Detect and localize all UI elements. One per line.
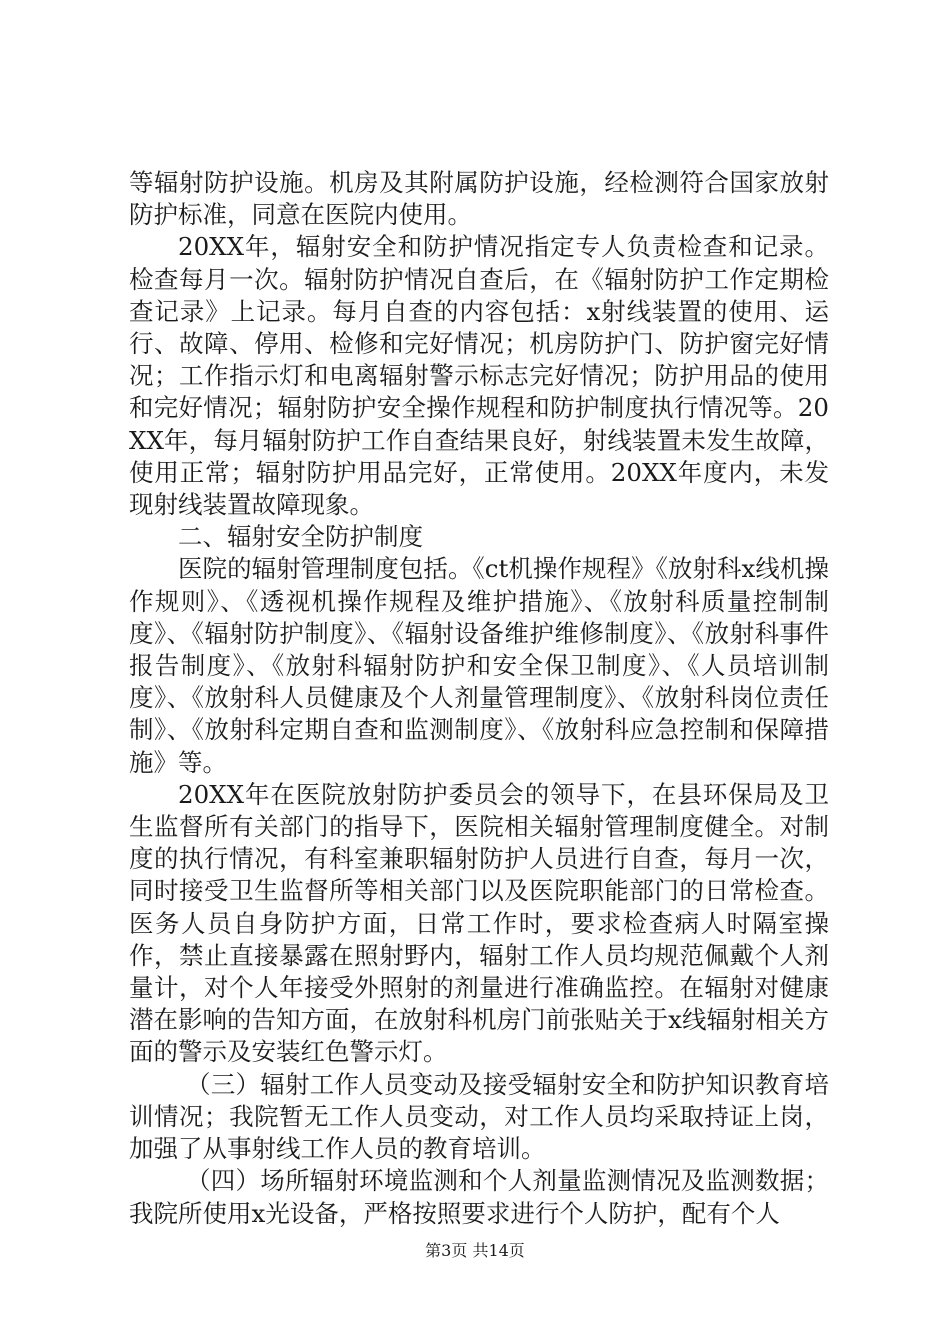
paragraph-facility-approval: 等辐射防护设施。机房及其附属防护设施，经检测符合国家放射防护标准，同意在医院内使用。 xyxy=(129,168,829,230)
paragraph-rules-execution: 20XX年在医院放射防护委员会的领导下，在县环保局及卫生监督所有关部门的指导下，医院相关辐射管理制度健全。对制度的执行情况，有科室兼职辐射防护人员进行自查，每月一次，同时接受卫生监督所等相关部门以及医院职能部门的日常检查。医务人员自身防护方面，日常工作时，要求检查病人时隔室操作，禁止直接暴露在照射野内，辐射工作人员均规范佩戴个人剂量计，对个人年接受外照射的剂量进行准确监控。在辐射对健康潜在影响的告知方面，在放射科机房门前张贴关于x线辐射相关方面的警示及安装红色警示灯。 xyxy=(129,779,829,1067)
page-number-footer: 第3页 共14页 xyxy=(425,1241,525,1260)
section-heading-safety-rules: 二、辐射安全防护制度 xyxy=(178,522,423,552)
paragraph-monitoring: （四）场所辐射环境监测和个人剂量监测情况及监测数据；我院所使用x光设备，严格按照要求进行个人防护，配有个人 xyxy=(129,1166,829,1228)
paragraph-staff-training: （三）辐射工作人员变动及接受辐射安全和防护知识教育培训情况；我院暂无工作人员变动，对工作人员均采取持证上岗，加强了从事射线工作人员的教育培训。 xyxy=(129,1069,829,1164)
paragraph-inspection-records: 20XX年，辐射安全和防护情况指定专人负责检查和记录。检查每月一次。辐射防护情况自查后，在《辐射防护工作定期检查记录》上记录。每月自查的内容包括：x射线装置的使用、运行、故障、停用、检修和完好情况；机房防护门、防护窗完好情况；工作指示灯和电离辐射警示标志完好情况；防护用品的使用和完好情况；辐射防护安全操作规程和防护制度执行情况等。20XX年，每月辐射防护工作自查结果良好，射线装置未发生故障，使用正常；辐射防护用品完好，正常使用。20XX年度内，未发现射线装置故障现象。 xyxy=(129,232,829,520)
document-body xyxy=(129,167,829,1230)
paragraph-management-rules: 医院的辐射管理制度包括。《ct机操作规程》《放射科x线机操作规则》、《透视机操作规程及维护措施》、《放射科质量控制制度》、《辐射防护制度》、《辐射设备维护维修制度》、《放射科事件报告制度》、《放射科辐射防护和安全保卫制度》、《人员培训制度》、《放射科人员健康及个人剂量管理制度》、《放射科岗位责任制》、《放射科定期自查和监测制度》、《放射科应急控制和保障措施》等。 xyxy=(129,554,829,777)
